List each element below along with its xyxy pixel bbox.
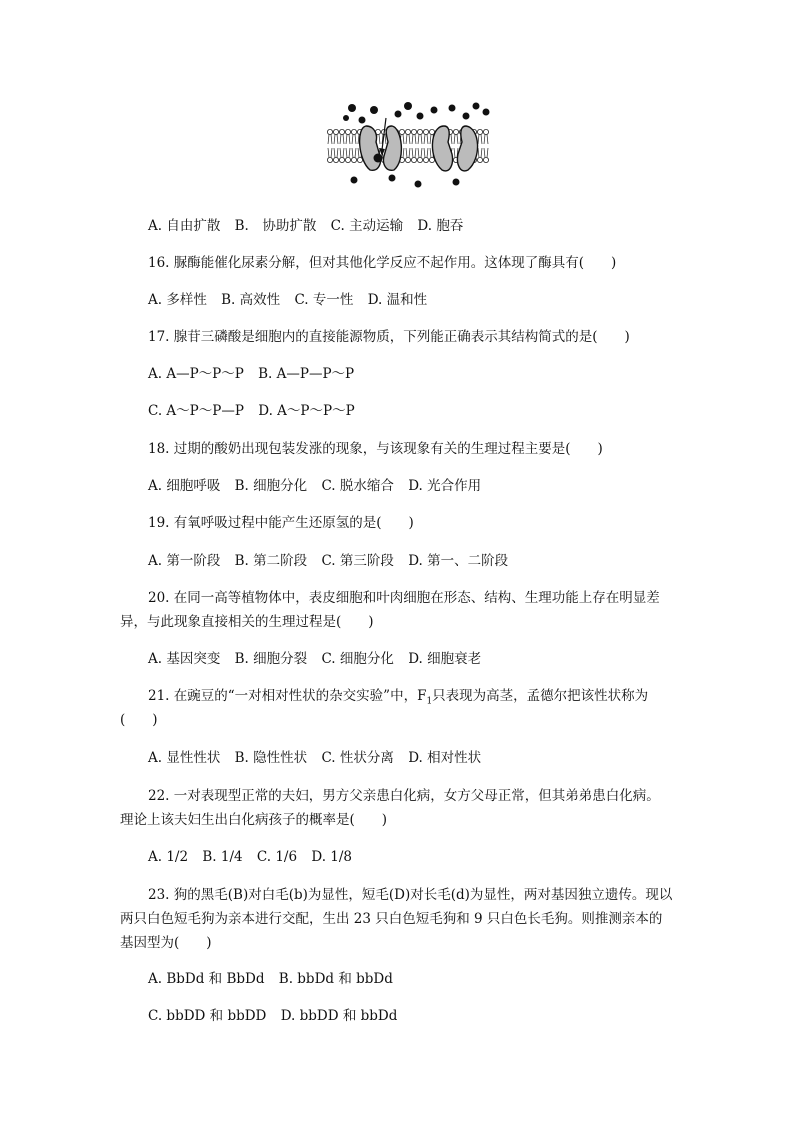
phospholipid-head [339,157,344,162]
phospholipid-tail [334,148,338,157]
option: B. 隐性性状 [234,750,308,766]
phospholipid-head [345,129,350,134]
phospholipid-tail [346,135,350,144]
phospholipid-tail [478,148,482,157]
q23-options-2 [148,1006,397,1026]
phospholipid-tail [346,148,350,157]
phospholipid-tail [352,135,356,144]
phospholipid-head [327,129,332,134]
option: C. A～P～P—P [148,403,244,419]
phospholipid-tail [406,148,410,157]
phospholipid-head [417,129,422,134]
phospholipid-tail [328,135,332,144]
q20-options [148,649,481,669]
phospholipid-tail [484,148,488,157]
option: B. 高效性 [221,292,281,308]
q19-options [148,551,508,571]
option: A. 显性性状 [148,750,221,766]
phospholipid-tail [424,135,428,144]
phospholipid-head [477,129,482,134]
option: B. 细胞分裂 [234,651,308,667]
option: A. A—P～P～P [148,366,244,382]
phospholipid-head [483,157,488,162]
q16-stem: 16. 脲酶能催化尿素分解，但对其他化学反应不起作用。这体现了酶具有( ) [148,255,617,271]
q16-options [148,290,427,310]
option: C. 细胞分化 [321,651,394,667]
phospholipid-head [417,157,422,162]
option: B. 细胞分化 [234,478,308,494]
phospholipid-head [477,157,482,162]
carrier-protein-left-b [383,126,401,170]
option: C. bbDD 和 bbDD [148,1008,267,1024]
q21-subscript: 1 [426,696,433,707]
phospholipid-tail [334,135,338,144]
option: C. 主动运输 [330,218,404,234]
option: D. 相对性状 [408,750,482,766]
phospholipid-head [411,129,416,134]
phospholipid-tail [412,148,416,157]
phospholipid-head [405,129,410,134]
q22-stem-1: 22. 一对表现型正常的夫妇，男方父亲患白化病，女方父母正常，但其弟弟患白化病。 [148,788,660,804]
q22-options [148,847,352,867]
option: C. 专一性 [294,292,354,308]
option: B. 第二阶段 [234,553,308,569]
phospholipid-head [411,157,416,162]
option: C. 1/6 [256,849,298,865]
option: C. 性状分离 [321,750,394,766]
option: A. 多样性 [148,292,207,308]
phospholipid-head [399,129,404,134]
option: A. 细胞呼吸 [148,478,221,494]
carrier-protein-right-b [457,126,477,171]
q18-options [148,476,481,496]
q20-stem-1: 20. 在同一高等植物体中，表皮细胞和叶肉细胞在形态、结构、生理功能上存在明显差 [148,590,660,606]
phospholipid-tail [352,148,356,157]
phospholipid-head [327,157,332,162]
carrier-protein-right [432,126,452,171]
option: D. bbDD 和 bbDd [280,1008,398,1024]
phospholipid-head [351,157,356,162]
option: A. 第一阶段 [148,553,221,569]
option: D. 1/8 [311,849,353,865]
q17-options-2 [148,401,355,421]
phospholipid-head [339,129,344,134]
phospholipid-tail [418,148,422,157]
phospholipid-tail [478,135,482,144]
option: D. 温和性 [367,292,428,308]
q21-options [148,748,481,768]
phospholipid-tail [406,135,410,144]
phospholipid-tail [454,135,458,144]
phospholipid-head [483,129,488,134]
q17-stem: 17. 腺苷三磷酸是细胞内的直接能源物质，下列能正确表示其结构简式的是( ) [148,329,630,345]
membrane-transport-figure [326,98,494,194]
phospholipid-head [333,157,338,162]
phospholipid-head [351,129,356,134]
phospholipid-head [453,129,458,134]
option: D. A～P～P～P [258,403,355,419]
phospholipid-head [423,129,428,134]
phospholipid-head [405,157,410,162]
phospholipid-tail [412,135,416,144]
option: B. 1/4 [202,849,243,865]
phospholipid-tail [418,135,422,144]
q17-options-1 [148,364,354,384]
option: C. 第三阶段 [321,553,394,569]
phospholipid-tail [340,135,344,144]
q21-stem-2: ( ) [120,712,158,728]
q20-stem-2: 异，与此现象直接相关的生理过程是( ) [120,614,374,630]
q18-stem: 18. 过期的酸奶出现包装发涨的现象，与该现象有关的生理过程主要是( ) [148,441,603,457]
option: C. 脱水缩合 [321,478,394,494]
phospholipid-head [333,129,338,134]
q15-options [148,216,463,236]
q23-stem-3: 基因型为( ) [120,935,212,951]
option: A. 1/2 [148,849,189,865]
q19-stem: 19. 有氧呼吸过程中能产生还原氢的是( ) [148,515,414,531]
q23-stem-2: 两只白色短毛狗为亲本进行交配，生出 23 只白色短毛狗和 9 只白色长毛狗。则推测亲本的 [120,911,663,927]
option: A. 基因突变 [148,651,221,667]
option: A. BbDd 和 BbDd [148,971,265,987]
q21-stem-1 [148,686,648,712]
option: B. bbDd 和 bbDd [278,971,393,987]
phospholipid-tail [328,148,332,157]
phospholipid-head [423,157,428,162]
q22-stem-2: 理论上该夫妇生出白化病孩子的概率是( ) [120,812,388,828]
phospholipid-tail [424,148,428,157]
option: B. A—P—P～P [258,366,355,382]
q21-stem-post: 只表现为高茎，孟德尔把该性状称为 [432,688,649,704]
option: D. 胞吞 [417,218,464,234]
phospholipid-head [345,157,350,162]
option: A. 自由扩散 [148,218,221,234]
q23-stem-1: 23. 狗的黑毛(B)对白毛(b)为显性，短毛(D)对长毛(d)为显性，两对基因独立遗传。现以 [148,887,673,903]
phospholipid-tail [340,148,344,157]
phospholipid-tail [484,135,488,144]
q23-options-1 [148,969,393,989]
q21-stem-pre: 21. 在豌豆的“一对相对性状的杂交实验”中，F [148,688,427,704]
option: B. 协助扩散 [234,218,317,234]
option: D. 光合作用 [408,478,482,494]
option: D. 细胞衰老 [408,651,482,667]
option: D. 第一、二阶段 [408,553,509,569]
